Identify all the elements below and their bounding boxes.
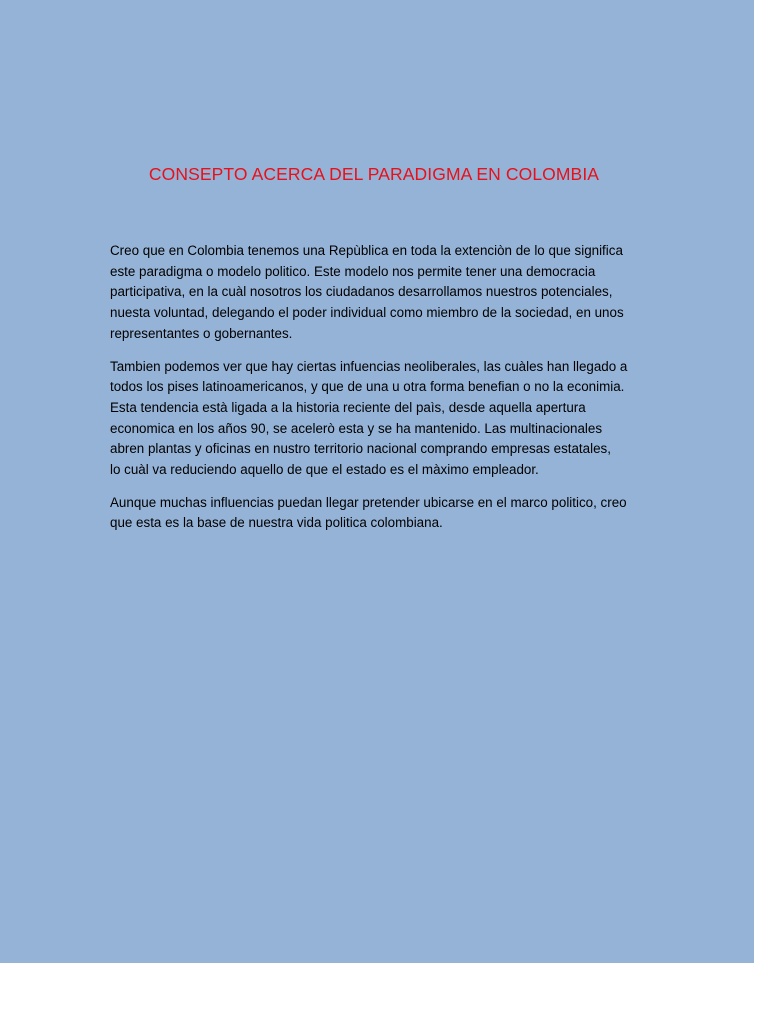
paragraph-line: participativa, en la cuàl nosotros los ciudadanos desarrollamos nuestros potenciales, [110, 284, 613, 300]
paragraph-line: abren plantas y oficinas en nustro territorio nacional comprando empresas estatales, [110, 441, 611, 457]
paragraph-line: Creo que en Colombia tenemos una Repùblica en toda la extenciòn de lo que significa [110, 243, 623, 258]
paragraph-1 [110, 241, 662, 345]
paragraph-line: lo cuàl va reduciendo aquello de que el estado es el màximo empleador. [110, 462, 539, 478]
paragraph-line: todos los pises latinoamericanos, y que de una u otra forma benefian o no la econimia. [110, 379, 625, 395]
document-body [110, 241, 662, 546]
paragraph-line: representantes o gobernantes. [110, 325, 293, 341]
paragraph-line: economica en los años 90, se acelerò esta y se ha mantenido. Las multinacionales [110, 420, 603, 436]
paragraph-3 [110, 493, 662, 534]
paragraph-line: Aunque muchas influencias puedan llegar pretender ubicarse en el marco politico, creo [110, 494, 627, 510]
paragraph-line: Esta tendencia està ligada a la historia reciente del paìs, desde aquella apertura [110, 399, 586, 415]
paragraph-line: este paradigma o modelo politico. Este modelo nos permite tener una democracia [110, 263, 596, 279]
paragraph-line: Tambien podemos ver que hay ciertas infuencias neoliberales, las cuàles han llegado a [110, 358, 628, 374]
paragraph-line: que esta es la base de nuestra vida politica colombiana. [110, 515, 443, 531]
document-title: CONSEPTO ACERCA DEL PARADIGMA EN COLOMBIA [148, 164, 600, 184]
paragraph-line: nuesta voluntad, delegando el poder individual como miembro de la sociedad, en unos [110, 305, 624, 321]
paragraph-2 [110, 357, 662, 481]
